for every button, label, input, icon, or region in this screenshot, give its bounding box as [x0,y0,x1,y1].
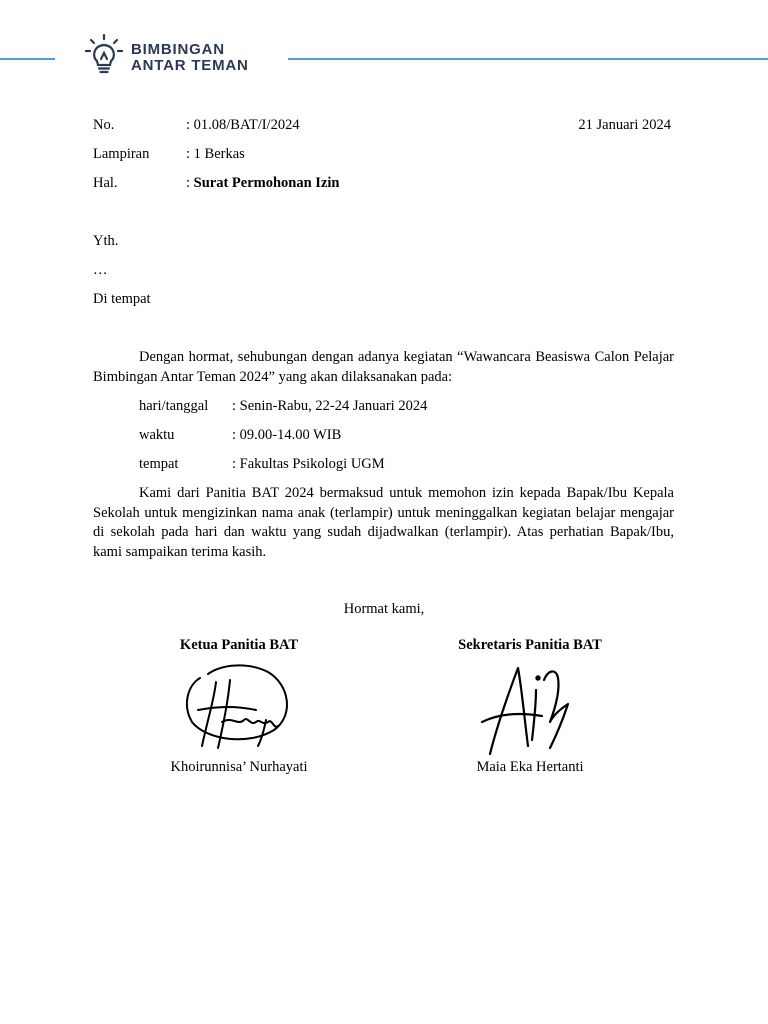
logo [85,34,285,78]
logo-line2: ANTAR TEMAN [131,57,249,74]
hal-colon: : [186,175,194,191]
no-label: No. [93,117,115,133]
right-signer-title: Sekretaris Panitia BAT [458,637,602,653]
hal-label: Hal. [93,175,118,191]
lampiran-value: : 1 Berkas [186,146,245,162]
header-line-left [0,58,55,60]
lampiran-label: Lampiran [93,146,150,162]
hal-value: Surat Permohonan Izin [193,175,340,191]
detail-value-date: : Senin-Rabu, 22-24 Januari 2024 [232,398,428,414]
lightbulb-icon [85,34,125,76]
recipient-name: … [93,262,108,278]
logo-line1: BIMBINGAN [131,41,225,58]
letter-date: 21 Januari 2024 [578,117,671,133]
right-signer-name: Maia Eka Hertanti [476,759,584,775]
detail-value-time: : 09.00-14.00 WIB [232,427,342,443]
intro-paragraph: Dengan hormat, sehubungan dengan adanya kegiatan “Wawancara Beasiswa Calon Pelajar Bimbingan Antar Teman 2024” yang akan dilaksanakan pada: [93,349,674,385]
recipient-yth: Yth. [93,233,119,249]
detail-label-place: tempat [139,456,179,472]
header-line-right [288,58,768,60]
left-signer-title: Ketua Panitia BAT [179,637,299,653]
salutation: Hormat kami, [343,601,425,617]
detail-value-place: : Fakultas Psikologi UGM [232,456,385,472]
recipient-place: Di tempat [93,291,151,307]
hal-field [186,174,339,192]
no-value: : 01.08/BAT/I/2024 [186,117,300,133]
detail-label-time: waktu [139,427,175,443]
closing-paragraph: Kami dari Panitia BAT 2024 bermaksud untuk memohon izin kepada Bapak/Ibu Kepala Sekolah untuk mengizinkan nama anak (terlampir) untuk meninggalkan kegiatan belajar mengajar di sekolah pada hari dan waktu yang sudah dijadwalkan (terlampir). Atas perhatian Bapak/Ibu, kami sampaikan terima kasih. [93,485,674,560]
right-signature [478,660,578,758]
left-signer-name: Khoirunnisa’ Nurhayati [170,759,308,775]
left-signature [178,660,298,755]
detail-label-date: hari/tanggal [139,398,209,414]
